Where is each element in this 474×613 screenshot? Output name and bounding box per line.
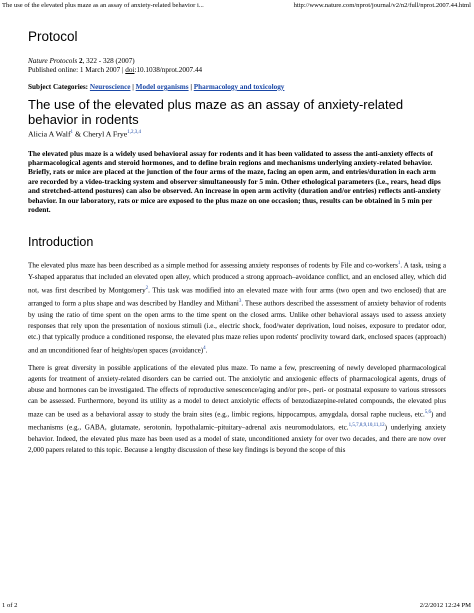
subject-categories xyxy=(28,83,446,92)
published-date: Published online: 1 March 2007 | xyxy=(28,66,126,74)
journal-citation xyxy=(28,57,446,75)
text-run: ) and mechanisms (e.g., GABA, glutamate, serotonin, hypothalamic–pituitary–adrenal axis neuromodulators, etc. xyxy=(28,410,446,432)
text-run: There is great diversity in possible applications of the elevated plus maze. To name a few, prescreening of newly developed pharmacological agents for treatment of anxiety-related disorders can be carried out. The anxiolytic and anxiogenic effects of pharmacological agents, drugs of abuse and hormones can be investigated. The effects of reproductive senescence/aging and/or pre-, peri- or postnatal exposure to various stressors can be assessed. Furthermore, beyond its utility as a model to detect anxiolytic effects of benzodiazepine-related compounds, the elevated plus maze can be used as a behavioral assay to study the brain sites (e.g., limbic regions, hippocampus, amygdala, dorsal raphe nucleus, etc. xyxy=(28,363,446,419)
section-label: Protocol xyxy=(28,29,78,44)
text-run: . These authors described the assessment of anxiety behavior of rodents by using the ratio of time spent on the open arms to the time spent on the closed arms. Unlike other behavioral assays used to assess anxiety responses that rely upon the presentation of noxious stimuli (i.e., electric shock, food/water deprivation, loud noises, exposure to predator odor, etc.) that typically produce a conditioned response, the elevated plus maze relies upon rodents' proclivity toward dark, enclosed spaces (approach) and an unconditioned fear of heights/open spaces (avoidance) xyxy=(28,299,447,355)
author-frye-affiliations[interactable]: 1,2,3,4 xyxy=(127,130,141,135)
text-run: The elevated plus maze has been described as a simple method for assessing anxiety responses of rodents by File and co-workers xyxy=(28,261,398,270)
article-title: The use of the elevated plus maze as an assay of anxiety-related behavior in rodents xyxy=(28,97,404,127)
abstract: The elevated plus maze is a widely used behavioral assay for rodents and it has been validated to assess the anti-anxiety effects of pharmacological agents and steroid hormones, and to define brain regions and mechanisms underlying anxiety-related behavior. Briefly, rats or mice are placed at the junction of the four arms of the maze, facing an open arm, and entries/duration in each arm are recorded by a video-tracking system and observer simultaneously for 5 min. Other ethological parameters (i.e., rears, head dips and stretched-attend postures) can also be observed. An increase in open arm activity (duration and/or entries) reflects anti-anxiety behavior. In our laboratory, rats or mice are exposed to the plus maze on one occasion; thus, results can be obtained in 5 min per rodent. xyxy=(28,148,441,215)
subject-link-pharmacology[interactable]: Pharmacology and toxicology xyxy=(193,83,285,91)
journal-name: Nature Protocols xyxy=(28,57,78,65)
doi-value: :10.1038/nprot.2007.44 xyxy=(134,66,203,74)
print-header-url[interactable]: http://www.nature.com/nprot/journal/v2/n2/full/nprot.2007.44.html xyxy=(293,2,471,9)
subject-separator: | xyxy=(130,83,136,91)
print-footer xyxy=(0,601,474,611)
intro-paragraph-1 xyxy=(28,258,446,356)
reference-link[interactable]: 2 xyxy=(145,285,149,291)
subject-separator: | xyxy=(188,83,194,91)
published-line xyxy=(28,66,446,75)
subjects-label: Subject Categories: xyxy=(28,83,90,91)
journal-volume: 2 xyxy=(77,57,83,65)
reference-link[interactable]: 4 xyxy=(203,346,206,352)
reference-link[interactable]: 5,6 xyxy=(424,410,431,415)
subject-link-model-organisms[interactable]: Model organisms xyxy=(135,83,189,91)
article-page xyxy=(28,22,446,462)
text-run: . xyxy=(205,346,208,355)
text-run: . This task was modified into an elevated maze with four arms (two open and two enclosed) that are arranged to form a plus shape and was described by Handley and Mithani xyxy=(28,286,446,308)
intro-paragraph-2 xyxy=(28,363,446,456)
author-frye[interactable]: & Cheryl A Frye xyxy=(73,129,128,139)
text-run: . A task, using a Y-shaped apparatus that included an elevated open alley, which produced a strong approach–avoidance conflict, and an enclosed alley, which did not, was first described by Montgomery xyxy=(28,261,446,295)
page-number: 1 of 2 xyxy=(2,602,18,609)
introduction-heading: Introduction xyxy=(28,235,94,250)
reference-link[interactable]: 3 xyxy=(238,299,242,305)
author-walf[interactable]: Alicia A Walf xyxy=(28,129,71,139)
citation-line xyxy=(28,57,446,66)
text-run: ) underlying anxiety behavior. Indeed, the elevated plus maze has been used as a model of state, unconditioned anxiety for over two decades, and there are now over 2,000 papers related to this topic. Because a lengthy discussion of these key findings is beyond the scope of this xyxy=(28,423,446,454)
print-timestamp: 2/2/2012 12:24 PM xyxy=(419,602,471,609)
citation-pages: , 322 - 328 (2007) xyxy=(82,57,135,65)
print-header xyxy=(0,1,474,11)
subject-link-neuroscience[interactable]: Neuroscience xyxy=(89,83,131,91)
print-header-title: The use of the elevated plus maze as an assay of anxiety-related behavior i... xyxy=(2,2,204,9)
authors xyxy=(28,128,446,139)
doi-link[interactable]: doi xyxy=(125,66,135,74)
reference-link[interactable]: 1,5,7,8,9,10,11,12 xyxy=(348,423,385,429)
reference-link[interactable]: 1 xyxy=(397,261,401,267)
author-walf-affiliation[interactable]: 1 xyxy=(70,130,74,135)
